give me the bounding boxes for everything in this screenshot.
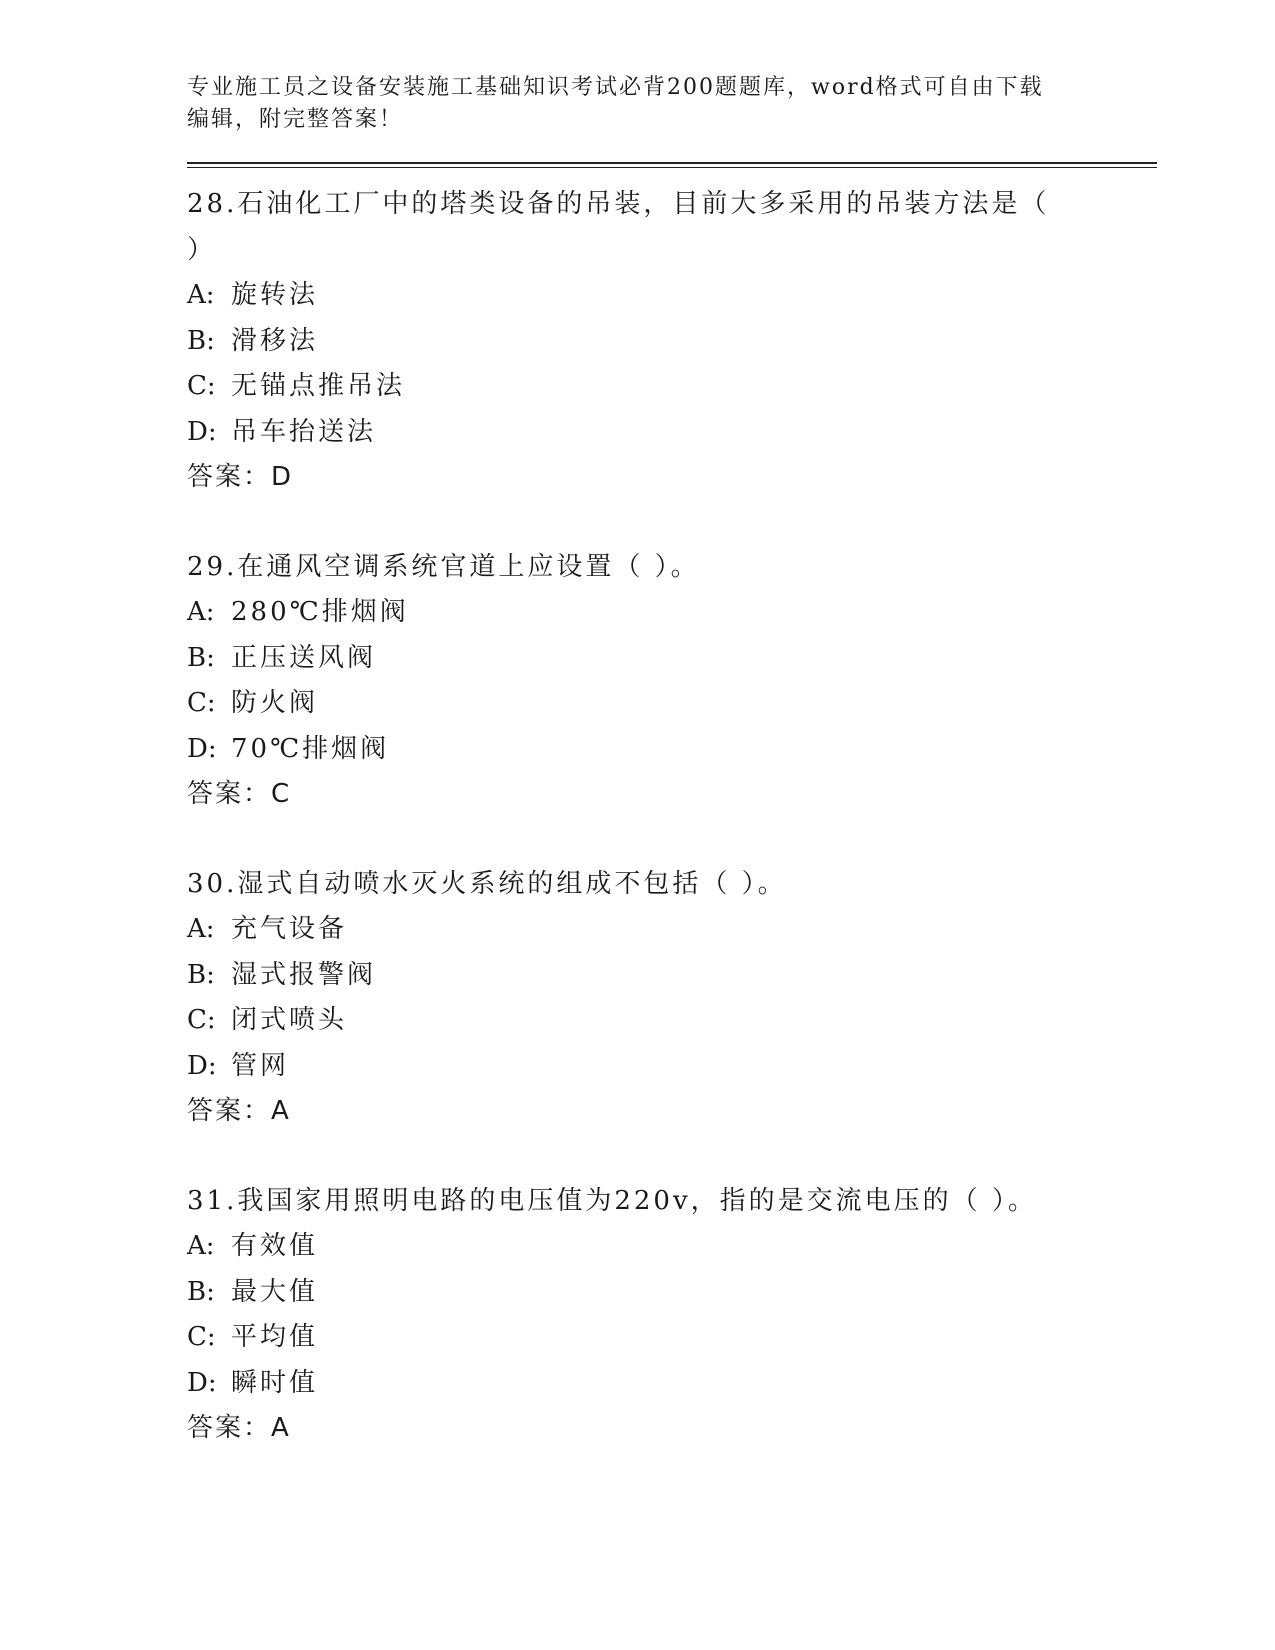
option-text: 防火阀 [231,688,319,718]
question-31 [187,1179,1157,1452]
question-30 [187,862,1157,1135]
option-text: 最大值 [231,1276,319,1307]
option-a [187,590,1157,636]
option-letter: A: [187,914,215,944]
option-text: 280℃排烟阀 [231,597,409,627]
option-letter: A: [187,280,215,310]
option-text: 平均值 [231,1322,319,1352]
option-text: 70℃排烟阀 [231,733,390,764]
option-text: 正压送风阀 [231,642,377,673]
option-letter: C: [187,688,216,718]
option-d [187,727,1157,773]
question-29 [187,545,1157,818]
option-letter: B: [187,1276,215,1307]
option-letter: B: [187,959,215,990]
option-c [187,681,1157,727]
option-d [187,1361,1157,1407]
option-letter: D: [187,733,217,764]
answer: 答案：C [187,779,292,809]
option-letter: C: [187,1322,216,1352]
document-page [187,72,1157,1452]
question-stem: 28.石油化工厂中的塔类设备的吊装，目前大多采用的吊装方法是（ [187,189,1050,219]
option-letter: A: [187,1231,215,1261]
answer: 答案：A [187,1413,291,1443]
option-text: 瞬时值 [231,1367,319,1398]
option-c [187,1315,1157,1361]
option-d [187,1044,1157,1090]
header-line-1: 专业施工员之设备安装施工基础知识考试必背200题题库，word格式可自由下载 [187,75,1044,100]
option-text: 管网 [231,1050,290,1081]
option-b [187,1270,1157,1316]
answer: 答案：A [187,1096,291,1126]
option-letter: D: [187,416,217,447]
option-letter: A: [187,597,215,627]
option-text: 充气设备 [231,914,348,944]
question-stem-continued: ） [187,234,217,265]
option-letter: C: [187,1005,216,1035]
option-b [187,636,1157,682]
option-text: 闭式喷头 [231,1005,348,1035]
option-letter: D: [187,1050,217,1081]
option-text: 无锚点推吊法 [231,371,406,401]
option-letter: C: [187,371,216,401]
answer: 答案：D [187,462,294,492]
option-text: 吊车抬送法 [231,416,377,447]
option-c [187,998,1157,1044]
question-28 [187,182,1157,501]
option-text: 有效值 [231,1231,319,1261]
header-divider [187,162,1157,168]
option-a [187,273,1157,319]
option-letter: B: [187,325,215,356]
option-letter: B: [187,642,215,673]
option-text: 滑移法 [231,325,319,356]
option-text: 旋转法 [231,280,319,310]
option-a [187,1224,1157,1270]
option-letter: D: [187,1367,217,1398]
question-stem: 30.湿式自动喷水灭火系统的组成不包括（ ）。 [187,868,787,899]
option-d [187,410,1157,456]
option-b [187,319,1157,365]
option-a [187,907,1157,953]
question-stem: 29.在通风空调系统官道上应设置（ ）。 [187,551,700,582]
option-c [187,364,1157,410]
option-b [187,953,1157,999]
question-stem: 31.我国家用照明电路的电压值为220v，指的是交流电压的（ ）。 [187,1185,1037,1216]
header-line-2: 编辑，附完整答案！ [187,107,404,132]
option-text: 湿式报警阀 [231,959,377,990]
document-header [187,72,1077,136]
